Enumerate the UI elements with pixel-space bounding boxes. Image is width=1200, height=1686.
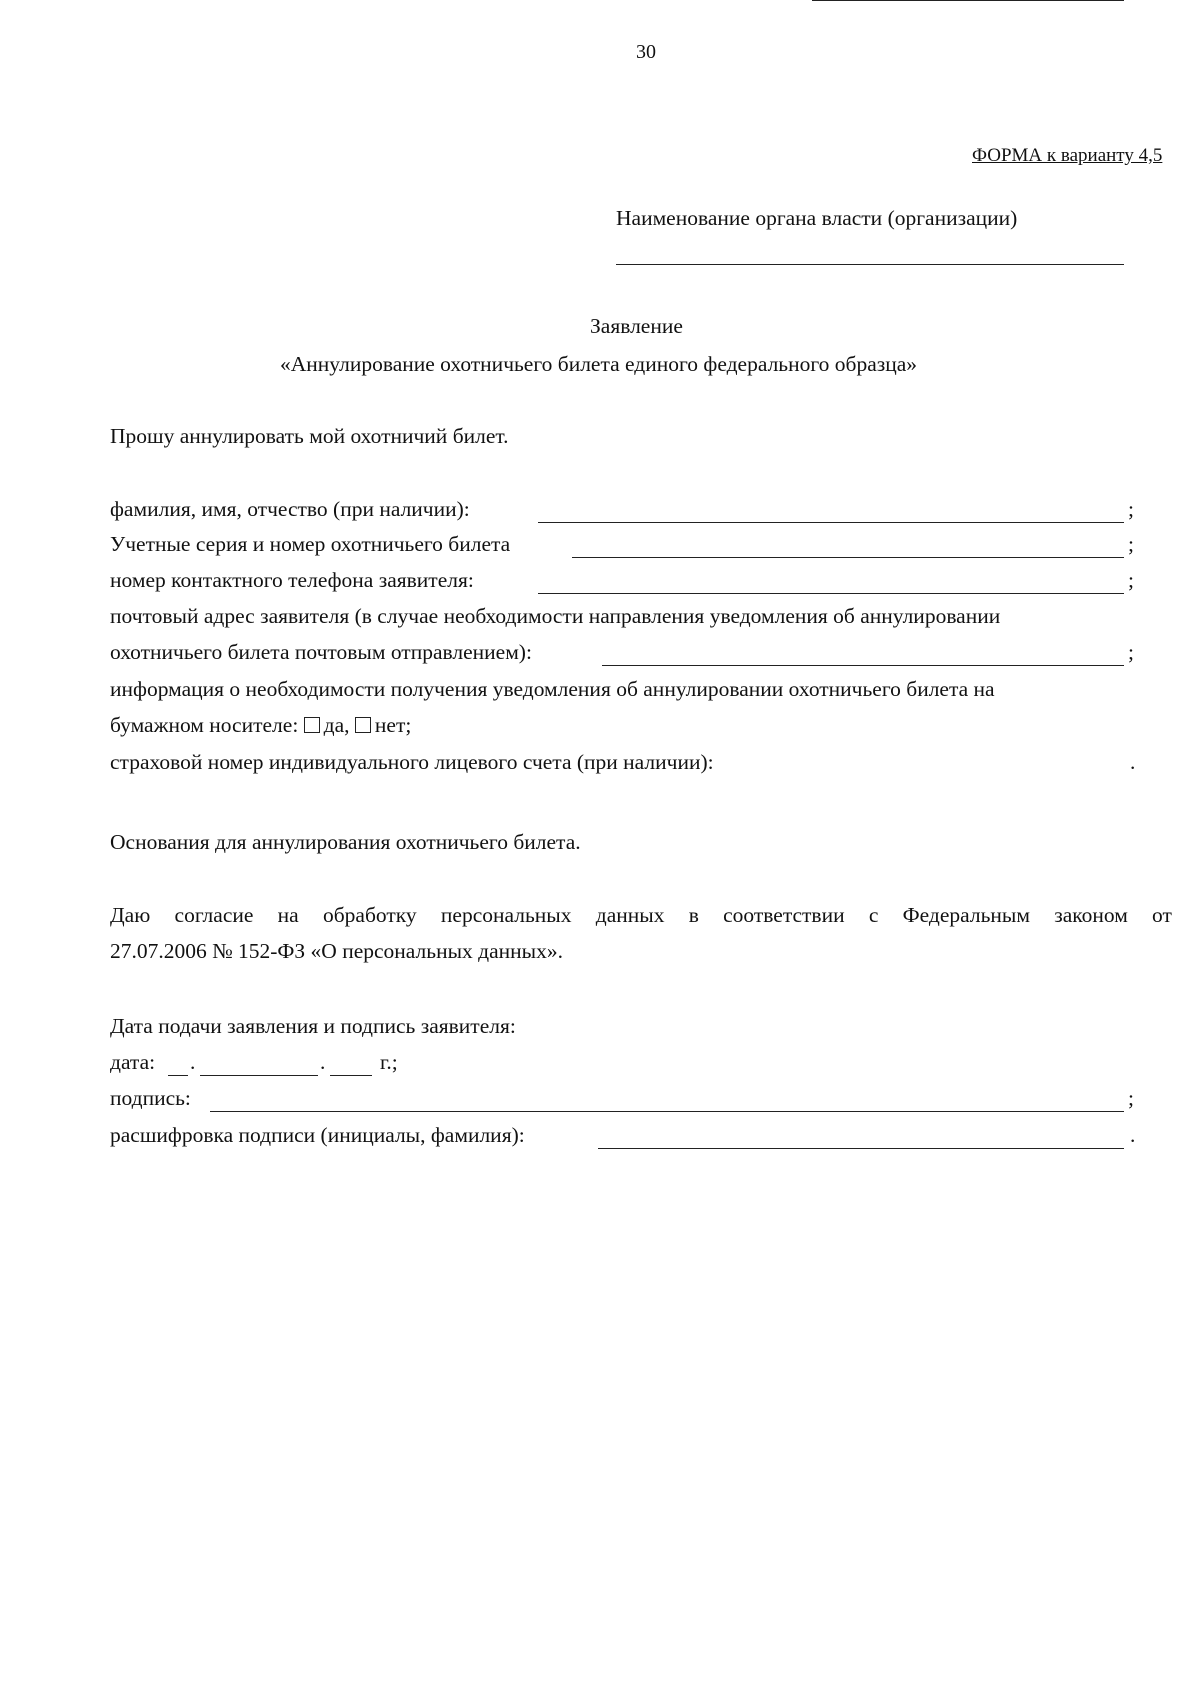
sign-semicolon: ; — [1128, 1086, 1134, 1110]
request-text: Прошу аннулировать мой охотничий билет. — [110, 424, 509, 448]
ticket-semicolon: ; — [1128, 532, 1134, 556]
page-number: 30 — [636, 41, 656, 63]
signature-decode-label: расшифровка подписи (инициалы, фамилия): — [110, 1123, 525, 1147]
consent-word: Федеральным — [902, 903, 1030, 927]
snils-label: страховой номер индивидуального лицевого счета (при наличии): — [110, 750, 714, 774]
fio-input-line[interactable] — [538, 522, 1124, 523]
no-checkbox[interactable] — [355, 717, 371, 733]
date-month-line[interactable] — [200, 1075, 318, 1076]
consent-word: в — [688, 903, 699, 927]
consent-word: Даю — [110, 903, 151, 927]
form-reference: ФОРМА к варианту 4,5 — [972, 145, 1163, 166]
phone-label: номер контактного телефона заявителя: — [110, 568, 474, 592]
grounds-text: Основания для аннулирования охотничьего билета. — [110, 830, 581, 854]
ticket-label: Учетные серия и номер охотничьего билета — [110, 532, 511, 556]
phone-input-line[interactable] — [538, 593, 1124, 594]
yes-label: да, — [323, 713, 350, 737]
authority-input-line[interactable] — [616, 264, 1124, 265]
date-day-line[interactable] — [168, 1075, 188, 1076]
address-semicolon: ; — [1128, 640, 1134, 664]
phone-semicolon: ; — [1128, 568, 1134, 592]
consent-word: на — [277, 903, 299, 927]
signature-input-line[interactable] — [210, 1111, 1124, 1112]
consent-word: от — [1152, 903, 1172, 927]
consent-word: с — [868, 903, 879, 927]
yes-checkbox[interactable] — [304, 717, 320, 733]
fio-semicolon: ; — [1128, 497, 1134, 521]
consent-word: согласие — [174, 903, 254, 927]
consent-word: обработку — [322, 903, 417, 927]
date-year-line[interactable] — [330, 1075, 372, 1076]
snils-input-line[interactable] — [812, 0, 1124, 1]
address-label-line1: почтовый адрес заявителя (в случае необходимости направления уведомления об аннулировании — [110, 604, 1001, 628]
paper-notice-line1: информация о необходимости получения уведомления об аннулировании охотничьего билета на — [110, 677, 995, 701]
signature-heading: Дата подачи заявления и подпись заявителя: — [110, 1014, 516, 1038]
authority-label: Наименование органа власти (организации) — [616, 206, 1018, 230]
sign-label: подпись: — [110, 1086, 191, 1110]
ticket-input-line[interactable] — [572, 557, 1124, 558]
paper-notice-label: бумажном носителе: — [110, 713, 299, 737]
document-title: Заявление — [590, 314, 683, 338]
date-dot-2: . — [320, 1050, 326, 1074]
signature-decode-input-line[interactable] — [598, 1148, 1124, 1149]
consent-word: персональных — [440, 903, 572, 927]
address-label-line2: охотничьего билета почтовым отправлением): — [110, 640, 532, 664]
date-label: дата: — [110, 1050, 156, 1074]
fio-label: фамилия, имя, отчество (при наличии): — [110, 497, 470, 521]
consent-line2: 27.07.2006 № 152-ФЗ «О персональных данных». — [110, 939, 563, 963]
document-subtitle: «Аннулирование охотничьего билета единого федерального образца» — [280, 352, 918, 376]
consent-word: данных — [595, 903, 665, 927]
paper-notice-line2 — [110, 713, 411, 739]
date-dot-1: . — [190, 1050, 196, 1074]
consent-word: законом — [1054, 903, 1128, 927]
signature-decode-dot: . — [1130, 1123, 1136, 1147]
snils-dot: . — [1130, 750, 1136, 774]
consent-word: соответствии — [723, 903, 845, 927]
no-label: нет; — [374, 713, 412, 737]
consent-line1 — [110, 903, 1172, 928]
date-suffix: г.; — [380, 1050, 398, 1074]
address-input-line[interactable] — [602, 665, 1124, 666]
